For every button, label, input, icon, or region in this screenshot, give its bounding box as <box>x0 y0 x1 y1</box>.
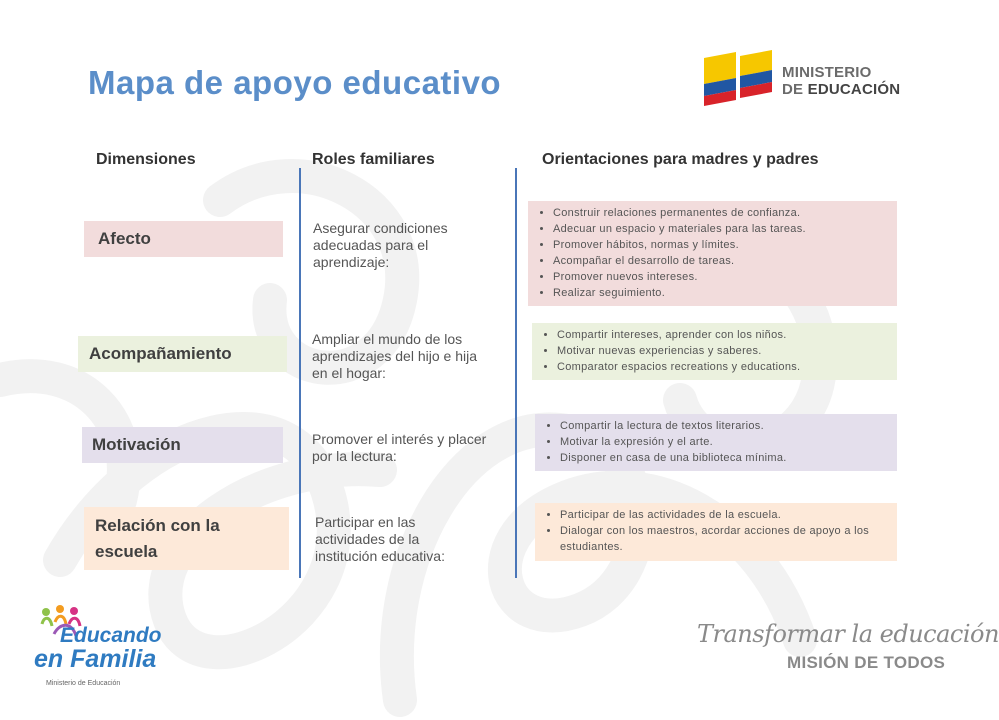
list-item: • Construir relaciones permanentes de confianza. <box>553 205 891 221</box>
list-item: • Motivar nuevas experiencias y saberes. <box>557 343 891 359</box>
dimension-label: Relación con la escuela <box>95 515 220 561</box>
orientation-list <box>540 327 891 375</box>
ministry-line1: MINISTERIO <box>782 64 872 81</box>
familia-line1: Educando <box>60 624 162 647</box>
list-item: • Compartir la lectura de textos literarios. <box>560 418 891 434</box>
dimension-label: Afecto <box>98 229 151 248</box>
role-text: Promover el interés y placer por la lectura: <box>312 431 487 464</box>
ministry-logo <box>700 48 910 108</box>
orientation-box-motivacion <box>535 414 897 471</box>
list-item: • Dialogar con los maestros, acordar acciones de apoyo a los estudiantes. <box>560 523 891 555</box>
orientation-box-acompanamiento <box>532 323 897 380</box>
list-item: • Adecuar un espacio y materiales para las tareas. <box>553 221 891 237</box>
ministry-line2: DE EDUCACIÓN <box>782 81 901 98</box>
list-item: • Comparator espacios recreations y educations. <box>557 359 891 375</box>
list-item: • Realizar seguimiento. <box>553 285 891 301</box>
dimension-afecto <box>84 221 283 257</box>
dimension-label: Acompañamiento <box>89 344 232 363</box>
orientation-list <box>543 507 891 555</box>
page-title: Mapa de apoyo educativo <box>88 64 502 101</box>
orientation-box-afecto <box>528 201 897 306</box>
slogan-line2: MISIÓN DE TODOS <box>787 653 946 672</box>
orientation-box-relacion-escuela <box>535 503 897 561</box>
header-roles: Roles familiares <box>312 151 435 168</box>
separator-left <box>299 168 301 578</box>
educando-en-familia-logo <box>32 604 162 694</box>
dimension-label: Motivación <box>92 435 181 454</box>
header-orientaciones: Orientaciones para madres y padres <box>542 151 819 168</box>
dimension-motivacion <box>82 427 283 463</box>
dimension-relacion-escuela <box>84 507 289 570</box>
familia-line2: en Familia <box>34 645 157 673</box>
list-item: • Compartir intereses, aprender con los niños. <box>557 327 891 343</box>
header-dimensiones: Dimensiones <box>96 151 196 168</box>
orientation-list <box>543 418 891 466</box>
list-item: • Motivar la expresión y el arte. <box>560 434 891 450</box>
list-item: • Acompañar el desarrollo de tareas. <box>553 253 891 269</box>
separator-right <box>515 168 517 578</box>
list-item: • Promover hábitos, normas y límites. <box>553 237 891 253</box>
familia-line3: Ministerio de Educación <box>46 680 121 687</box>
orientation-list <box>536 205 891 301</box>
role-text: Participar en las actividades de la institución educativa: <box>315 514 445 564</box>
role-text: Ampliar el mundo de los aprendizajes del hijo e hija en el hogar: <box>312 331 477 381</box>
list-item: • Promover nuevos intereses. <box>553 269 891 285</box>
dimension-acompanamiento <box>78 336 287 372</box>
ministry-flag-icon <box>700 48 780 108</box>
list-item: • Disponer en casa de una biblioteca mínima. <box>560 450 891 466</box>
list-item: • Participar de las actividades de la escuela. <box>560 507 891 523</box>
role-text: Asegurar condiciones adecuadas para el aprendizaje: <box>313 220 448 270</box>
slogan-line1: Transformar la educación <box>697 620 999 648</box>
